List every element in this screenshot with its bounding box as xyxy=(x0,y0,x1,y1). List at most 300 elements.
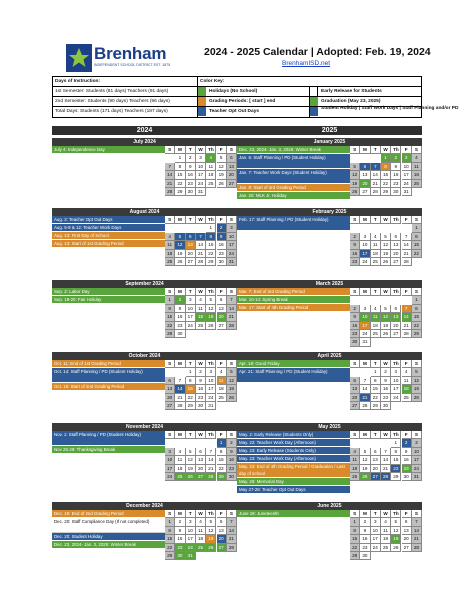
day-cell[interactable]: 6 xyxy=(196,448,206,456)
day-cell[interactable]: 30 xyxy=(227,473,237,481)
day-cell[interactable]: 23 xyxy=(175,544,185,552)
day-cell[interactable]: 18 xyxy=(412,171,422,179)
day-cell[interactable]: 12 xyxy=(206,305,216,313)
day-cell[interactable]: 21 xyxy=(402,250,412,258)
day-cell[interactable]: 20 xyxy=(391,250,401,258)
day-cell[interactable]: 30 xyxy=(350,338,360,346)
day-cell[interactable]: 30 xyxy=(196,402,206,410)
day-cell[interactable]: 13 xyxy=(217,305,227,313)
day-cell[interactable]: 12 xyxy=(175,241,185,249)
day-cell[interactable]: 22 xyxy=(350,544,360,552)
day-cell[interactable]: 13 xyxy=(217,527,227,535)
day-cell[interactable]: 18 xyxy=(371,250,381,258)
day-cell[interactable]: 19 xyxy=(381,322,391,330)
day-cell[interactable]: 1 xyxy=(412,224,422,232)
day-cell[interactable]: 3 xyxy=(206,368,216,376)
day-cell[interactable]: 14 xyxy=(381,456,391,464)
day-cell[interactable]: 27 xyxy=(217,322,227,330)
day-cell[interactable]: 10 xyxy=(412,448,422,456)
day-cell[interactable]: 31 xyxy=(206,402,216,410)
day-cell[interactable]: 23 xyxy=(227,465,237,473)
day-cell[interactable]: 19 xyxy=(227,385,237,393)
day-cell[interactable]: 5 xyxy=(206,518,216,526)
day-cell[interactable]: 4 xyxy=(165,233,175,241)
day-cell[interactable]: 14 xyxy=(412,527,422,535)
day-cell[interactable]: 20 xyxy=(350,394,360,402)
day-cell[interactable]: 6 xyxy=(350,377,360,385)
day-cell[interactable]: 20 xyxy=(227,171,237,179)
day-cell[interactable]: 17 xyxy=(186,535,196,543)
day-cell[interactable]: 22 xyxy=(391,465,401,473)
day-cell[interactable]: 21 xyxy=(175,394,185,402)
day-cell[interactable]: 24 xyxy=(186,322,196,330)
day-cell[interactable]: 8 xyxy=(165,527,175,535)
day-cell[interactable]: 29 xyxy=(412,330,422,338)
day-cell[interactable]: 28 xyxy=(412,544,422,552)
day-cell[interactable]: 30 xyxy=(391,188,401,196)
day-cell[interactable]: 24 xyxy=(402,180,412,188)
day-cell[interactable]: 8 xyxy=(391,448,401,456)
day-cell[interactable]: 5 xyxy=(217,154,227,162)
day-cell[interactable]: 2 xyxy=(217,224,227,232)
day-cell[interactable]: 26 xyxy=(412,394,422,402)
day-cell[interactable]: 22 xyxy=(371,394,381,402)
day-cell[interactable]: 3 xyxy=(371,518,381,526)
day-cell[interactable]: 6 xyxy=(391,233,401,241)
day-cell[interactable]: 28 xyxy=(227,322,237,330)
day-cell[interactable]: 27 xyxy=(186,258,196,266)
day-cell[interactable]: 16 xyxy=(350,250,360,258)
day-cell[interactable]: 21 xyxy=(371,180,381,188)
day-cell[interactable]: 23 xyxy=(402,465,412,473)
day-cell[interactable]: 16 xyxy=(186,171,196,179)
day-cell[interactable]: 29 xyxy=(186,402,196,410)
day-cell[interactable]: 8 xyxy=(165,305,175,313)
day-cell[interactable]: 12 xyxy=(227,377,237,385)
day-cell[interactable]: 27 xyxy=(391,258,401,266)
day-cell[interactable]: 24 xyxy=(186,544,196,552)
day-cell[interactable]: 17 xyxy=(360,250,370,258)
day-cell[interactable]: 9 xyxy=(175,305,185,313)
day-cell[interactable]: 24 xyxy=(360,258,370,266)
day-cell[interactable]: 13 xyxy=(165,385,175,393)
day-cell[interactable]: 4 xyxy=(381,518,391,526)
day-cell[interactable]: 21 xyxy=(381,465,391,473)
day-cell[interactable]: 5 xyxy=(350,163,360,171)
day-cell[interactable]: 12 xyxy=(350,171,360,179)
day-cell[interactable]: 19 xyxy=(381,250,391,258)
day-cell[interactable]: 1 xyxy=(371,368,381,376)
day-cell[interactable]: 15 xyxy=(217,456,227,464)
day-cell[interactable]: 22 xyxy=(217,465,227,473)
day-cell[interactable]: 28 xyxy=(206,473,216,481)
day-cell[interactable]: 22 xyxy=(186,394,196,402)
day-cell[interactable]: 31 xyxy=(360,338,370,346)
day-cell[interactable]: 4 xyxy=(412,154,422,162)
day-cell[interactable]: 17 xyxy=(371,535,381,543)
day-cell[interactable]: 17 xyxy=(206,385,216,393)
day-cell[interactable]: 23 xyxy=(381,394,391,402)
day-cell[interactable]: 31 xyxy=(186,552,196,560)
day-cell[interactable]: 19 xyxy=(350,180,360,188)
day-cell[interactable]: 8 xyxy=(381,163,391,171)
day-cell[interactable]: 18 xyxy=(206,171,216,179)
day-cell[interactable]: 20 xyxy=(186,250,196,258)
day-cell[interactable]: 9 xyxy=(175,527,185,535)
day-cell[interactable]: 28 xyxy=(381,473,391,481)
day-cell[interactable]: 12 xyxy=(206,527,216,535)
day-cell[interactable]: 16 xyxy=(175,535,185,543)
day-cell[interactable]: 4 xyxy=(402,368,412,376)
day-cell[interactable]: 2 xyxy=(227,439,237,447)
day-cell[interactable]: 8 xyxy=(371,377,381,385)
day-cell[interactable]: 13 xyxy=(391,313,401,321)
day-cell[interactable]: 21 xyxy=(360,394,370,402)
day-cell[interactable]: 25 xyxy=(350,473,360,481)
day-cell[interactable]: 1 xyxy=(165,518,175,526)
day-cell[interactable]: 6 xyxy=(217,518,227,526)
day-cell[interactable]: 20 xyxy=(360,180,370,188)
day-cell[interactable]: 31 xyxy=(196,188,206,196)
day-cell[interactable]: 19 xyxy=(217,171,227,179)
day-cell[interactable]: 15 xyxy=(165,313,175,321)
day-cell[interactable]: 10 xyxy=(371,527,381,535)
day-cell[interactable]: 5 xyxy=(227,368,237,376)
day-cell[interactable]: 20 xyxy=(391,322,401,330)
day-cell[interactable]: 11 xyxy=(175,456,185,464)
day-cell[interactable]: 12 xyxy=(217,163,227,171)
day-cell[interactable]: 17 xyxy=(391,385,401,393)
day-cell[interactable]: 21 xyxy=(227,535,237,543)
day-cell[interactable]: 9 xyxy=(381,377,391,385)
day-cell[interactable]: 30 xyxy=(217,258,227,266)
day-cell[interactable]: 8 xyxy=(206,233,216,241)
day-cell[interactable]: 22 xyxy=(165,322,175,330)
day-cell[interactable]: 26 xyxy=(227,394,237,402)
day-cell[interactable]: 30 xyxy=(175,552,185,560)
day-cell[interactable]: 25 xyxy=(175,473,185,481)
day-cell[interactable]: 1 xyxy=(175,154,185,162)
day-cell[interactable]: 31 xyxy=(402,188,412,196)
day-cell[interactable]: 29 xyxy=(381,188,391,196)
day-cell[interactable]: 28 xyxy=(165,188,175,196)
day-cell[interactable]: 5 xyxy=(412,368,422,376)
day-cell[interactable]: 2 xyxy=(350,305,360,313)
day-cell[interactable]: 30 xyxy=(381,402,391,410)
day-cell[interactable]: 2 xyxy=(381,368,391,376)
day-cell[interactable]: 6 xyxy=(186,233,196,241)
day-cell[interactable]: 6 xyxy=(227,154,237,162)
day-cell[interactable]: 10 xyxy=(186,527,196,535)
day-cell[interactable]: 16 xyxy=(196,385,206,393)
day-cell[interactable]: 11 xyxy=(165,241,175,249)
day-cell[interactable]: 27 xyxy=(217,544,227,552)
day-cell[interactable]: 3 xyxy=(402,154,412,162)
day-cell[interactable]: 27 xyxy=(391,330,401,338)
day-cell[interactable]: 5 xyxy=(175,233,185,241)
day-cell[interactable]: 4 xyxy=(206,154,216,162)
day-cell[interactable]: 10 xyxy=(391,377,401,385)
day-cell[interactable]: 25 xyxy=(371,330,381,338)
day-cell[interactable]: 26 xyxy=(186,473,196,481)
day-cell[interactable]: 14 xyxy=(206,456,216,464)
day-cell[interactable]: 5 xyxy=(186,448,196,456)
day-cell[interactable]: 10 xyxy=(360,241,370,249)
day-cell[interactable]: 20 xyxy=(196,465,206,473)
day-cell[interactable]: 4 xyxy=(175,448,185,456)
day-cell[interactable]: 11 xyxy=(381,527,391,535)
day-cell[interactable]: 11 xyxy=(196,527,206,535)
day-cell[interactable]: 15 xyxy=(350,535,360,543)
day-cell[interactable]: 18 xyxy=(196,313,206,321)
day-cell[interactable]: 13 xyxy=(350,385,360,393)
day-cell[interactable]: 18 xyxy=(175,465,185,473)
day-cell[interactable]: 8 xyxy=(350,527,360,535)
day-cell[interactable]: 4 xyxy=(196,518,206,526)
day-cell[interactable]: 13 xyxy=(402,527,412,535)
day-cell[interactable]: 1 xyxy=(217,439,227,447)
day-cell[interactable]: 2 xyxy=(391,154,401,162)
day-cell[interactable]: 20 xyxy=(371,465,381,473)
day-cell[interactable]: 16 xyxy=(217,241,227,249)
day-cell[interactable]: 24 xyxy=(227,250,237,258)
day-cell[interactable]: 21 xyxy=(402,322,412,330)
day-cell[interactable]: 15 xyxy=(175,171,185,179)
day-cell[interactable]: 7 xyxy=(412,518,422,526)
day-cell[interactable]: 9 xyxy=(186,163,196,171)
day-cell[interactable]: 17 xyxy=(227,241,237,249)
day-cell[interactable]: 21 xyxy=(165,180,175,188)
day-cell[interactable]: 11 xyxy=(402,377,412,385)
day-cell[interactable]: 3 xyxy=(360,305,370,313)
day-cell[interactable]: 3 xyxy=(227,224,237,232)
day-cell[interactable]: 21 xyxy=(196,250,206,258)
day-cell[interactable]: 29 xyxy=(165,552,175,560)
day-cell[interactable]: 22 xyxy=(381,180,391,188)
day-cell[interactable]: 1 xyxy=(381,154,391,162)
day-cell[interactable]: 27 xyxy=(227,180,237,188)
day-cell[interactable]: 26 xyxy=(350,188,360,196)
day-cell[interactable]: 10 xyxy=(196,163,206,171)
day-cell[interactable]: 27 xyxy=(371,473,381,481)
day-cell[interactable]: 3 xyxy=(412,439,422,447)
day-cell[interactable]: 1 xyxy=(165,296,175,304)
day-cell[interactable]: 14 xyxy=(175,385,185,393)
day-cell[interactable]: 30 xyxy=(402,473,412,481)
day-cell[interactable]: 15 xyxy=(391,456,401,464)
day-cell[interactable]: 17 xyxy=(412,456,422,464)
day-cell[interactable]: 25 xyxy=(196,322,206,330)
day-cell[interactable]: 22 xyxy=(412,250,422,258)
day-cell[interactable]: 19 xyxy=(391,535,401,543)
day-cell[interactable]: 23 xyxy=(196,394,206,402)
day-cell[interactable]: 24 xyxy=(196,180,206,188)
day-cell[interactable]: 17 xyxy=(196,171,206,179)
day-cell[interactable]: 8 xyxy=(186,377,196,385)
day-cell[interactable]: 7 xyxy=(360,377,370,385)
day-cell[interactable]: 11 xyxy=(371,241,381,249)
day-cell[interactable]: 7 xyxy=(206,448,216,456)
day-cell[interactable]: 13 xyxy=(227,163,237,171)
day-cell[interactable]: 6 xyxy=(165,377,175,385)
day-cell[interactable]: 9 xyxy=(391,163,401,171)
day-cell[interactable]: 21 xyxy=(412,535,422,543)
day-cell[interactable]: 25 xyxy=(402,394,412,402)
day-cell[interactable]: 16 xyxy=(391,171,401,179)
day-cell[interactable]: 13 xyxy=(186,241,196,249)
day-cell[interactable]: 28 xyxy=(227,544,237,552)
day-cell[interactable]: 17 xyxy=(186,313,196,321)
day-cell[interactable]: 4 xyxy=(371,233,381,241)
day-cell[interactable]: 19 xyxy=(360,465,370,473)
day-cell[interactable]: 2 xyxy=(196,368,206,376)
day-cell[interactable]: 5 xyxy=(381,305,391,313)
day-cell[interactable]: 20 xyxy=(165,394,175,402)
day-cell[interactable]: 5 xyxy=(381,233,391,241)
day-cell[interactable]: 20 xyxy=(402,535,412,543)
day-cell[interactable]: 26 xyxy=(381,330,391,338)
day-cell[interactable]: 17 xyxy=(360,322,370,330)
day-cell[interactable]: 28 xyxy=(196,258,206,266)
day-cell[interactable]: 27 xyxy=(196,473,206,481)
day-cell[interactable]: 5 xyxy=(206,296,216,304)
day-cell[interactable]: 25 xyxy=(206,180,216,188)
day-cell[interactable]: 4 xyxy=(217,368,227,376)
day-cell[interactable]: 12 xyxy=(391,527,401,535)
day-cell[interactable]: 15 xyxy=(165,535,175,543)
day-cell[interactable]: 7 xyxy=(371,163,381,171)
day-cell[interactable]: 3 xyxy=(186,518,196,526)
day-cell[interactable]: 26 xyxy=(391,544,401,552)
day-cell[interactable]: 28 xyxy=(371,188,381,196)
day-cell[interactable]: 27 xyxy=(360,188,370,196)
day-cell[interactable]: 10 xyxy=(186,305,196,313)
day-cell[interactable]: 26 xyxy=(381,258,391,266)
day-cell[interactable]: 23 xyxy=(175,322,185,330)
day-cell[interactable]: 6 xyxy=(371,448,381,456)
day-cell[interactable]: 7 xyxy=(227,296,237,304)
day-cell[interactable]: 25 xyxy=(165,258,175,266)
day-cell[interactable]: 27 xyxy=(165,402,175,410)
day-cell[interactable]: 1 xyxy=(186,368,196,376)
day-cell[interactable]: 27 xyxy=(350,402,360,410)
day-cell[interactable]: 6 xyxy=(360,163,370,171)
day-cell[interactable]: 10 xyxy=(227,233,237,241)
day-cell[interactable]: 23 xyxy=(391,180,401,188)
day-cell[interactable]: 29 xyxy=(391,473,401,481)
day-cell[interactable]: 2 xyxy=(350,233,360,241)
day-cell[interactable]: 3 xyxy=(196,154,206,162)
day-cell[interactable]: 9 xyxy=(350,241,360,249)
day-cell[interactable]: 8 xyxy=(217,448,227,456)
day-cell[interactable]: 16 xyxy=(350,322,360,330)
day-cell[interactable]: 12 xyxy=(412,377,422,385)
day-cell[interactable]: 5 xyxy=(391,518,401,526)
day-cell[interactable]: 12 xyxy=(186,456,196,464)
day-cell[interactable]: 6 xyxy=(217,296,227,304)
day-cell[interactable]: 14 xyxy=(196,241,206,249)
day-cell[interactable]: 15 xyxy=(371,385,381,393)
day-cell[interactable]: 18 xyxy=(381,535,391,543)
day-cell[interactable]: 2 xyxy=(402,439,412,447)
day-cell[interactable]: 24 xyxy=(165,473,175,481)
day-cell[interactable]: 6 xyxy=(402,518,412,526)
day-cell[interactable]: 9 xyxy=(227,448,237,456)
day-cell[interactable]: 14 xyxy=(165,171,175,179)
day-cell[interactable]: 24 xyxy=(206,394,216,402)
day-cell[interactable]: 10 xyxy=(402,163,412,171)
day-cell[interactable]: 14 xyxy=(371,171,381,179)
day-cell[interactable]: 31 xyxy=(412,473,422,481)
day-cell[interactable]: 19 xyxy=(206,535,216,543)
day-cell[interactable]: 4 xyxy=(350,448,360,456)
day-cell[interactable]: 15 xyxy=(381,171,391,179)
day-cell[interactable]: 25 xyxy=(371,258,381,266)
day-cell[interactable]: 13 xyxy=(391,241,401,249)
day-cell[interactable]: 14 xyxy=(227,305,237,313)
day-cell[interactable]: 13 xyxy=(371,456,381,464)
day-cell[interactable]: 10 xyxy=(360,313,370,321)
day-cell[interactable]: 21 xyxy=(227,313,237,321)
day-cell[interactable]: 2 xyxy=(175,296,185,304)
day-cell[interactable]: 2 xyxy=(360,518,370,526)
day-cell[interactable]: 16 xyxy=(381,385,391,393)
day-cell[interactable]: 22 xyxy=(175,180,185,188)
day-cell[interactable]: 18 xyxy=(371,322,381,330)
day-cell[interactable]: 9 xyxy=(196,377,206,385)
day-cell[interactable]: 31 xyxy=(227,258,237,266)
day-cell[interactable]: 9 xyxy=(402,448,412,456)
day-cell[interactable]: 7 xyxy=(227,518,237,526)
day-cell[interactable]: 2 xyxy=(175,518,185,526)
day-cell[interactable]: 30 xyxy=(360,552,370,560)
day-cell[interactable]: 12 xyxy=(360,456,370,464)
day-cell[interactable]: 19 xyxy=(186,465,196,473)
day-cell[interactable]: 20 xyxy=(217,535,227,543)
day-cell[interactable]: 17 xyxy=(165,465,175,473)
day-cell[interactable]: 1 xyxy=(350,518,360,526)
day-cell[interactable]: 15 xyxy=(186,385,196,393)
district-website-link[interactable]: BrenhamISD.net xyxy=(282,60,331,67)
day-cell[interactable]: 4 xyxy=(371,305,381,313)
day-cell[interactable]: 7 xyxy=(381,448,391,456)
day-cell[interactable]: 9 xyxy=(360,527,370,535)
day-cell[interactable]: 3 xyxy=(165,448,175,456)
day-cell[interactable]: 15 xyxy=(412,313,422,321)
day-cell[interactable]: 16 xyxy=(402,456,412,464)
day-cell[interactable]: 11 xyxy=(350,456,360,464)
day-cell[interactable]: 29 xyxy=(206,258,216,266)
day-cell[interactable]: 16 xyxy=(227,456,237,464)
day-cell[interactable]: 19 xyxy=(412,385,422,393)
day-cell[interactable]: 17 xyxy=(402,171,412,179)
day-cell[interactable]: 26 xyxy=(206,322,216,330)
day-cell[interactable]: 10 xyxy=(165,456,175,464)
day-cell[interactable]: 29 xyxy=(165,330,175,338)
day-cell[interactable]: 1 xyxy=(206,224,216,232)
day-cell[interactable]: 29 xyxy=(217,473,227,481)
day-cell[interactable]: 20 xyxy=(217,313,227,321)
day-cell[interactable]: 14 xyxy=(402,313,412,321)
day-cell[interactable]: 16 xyxy=(175,313,185,321)
day-cell[interactable]: 8 xyxy=(175,163,185,171)
day-cell[interactable]: 30 xyxy=(175,330,185,338)
day-cell[interactable]: 4 xyxy=(196,296,206,304)
day-cell[interactable]: 24 xyxy=(371,544,381,552)
day-cell[interactable]: 7 xyxy=(165,163,175,171)
day-cell[interactable]: 14 xyxy=(227,527,237,535)
day-cell[interactable]: 26 xyxy=(360,473,370,481)
